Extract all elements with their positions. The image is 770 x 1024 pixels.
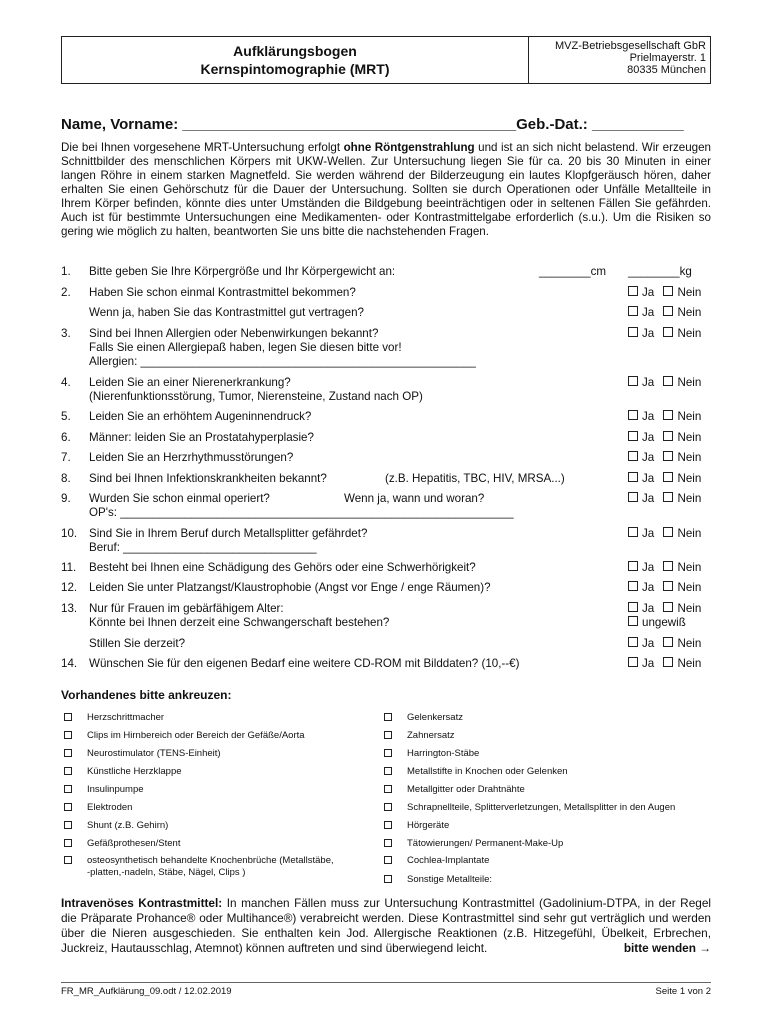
implant-label: Metallstifte in Knochen oder Gelenken	[407, 766, 568, 777]
checkbox-nein[interactable]	[663, 637, 673, 647]
implant-label: osteosynthetisch behandelte Knochenbrüche (Metallstäbe,	[87, 855, 334, 866]
checkbox-ja[interactable]	[628, 451, 638, 461]
ja-label: Ja	[642, 561, 655, 574]
ungewiss-label: ungewiß	[642, 616, 686, 629]
nein-label: Nein	[677, 581, 702, 594]
checkbox[interactable]	[384, 803, 392, 811]
checkbox[interactable]	[384, 856, 392, 864]
nein-label: Nein	[677, 306, 702, 319]
checkbox-nein[interactable]	[663, 376, 673, 386]
checkbox-nein[interactable]	[663, 451, 673, 461]
ja-label: Ja	[642, 286, 655, 299]
implant-label: Zahnersatz	[407, 730, 455, 741]
question-text: Falls Sie einen Allergiepaß haben, legen Sie diesen bitte vor!	[89, 341, 402, 354]
checkbox-ja[interactable]	[628, 561, 638, 571]
implants-section-title: Vorhandenes bitte ankreuzen:	[61, 688, 232, 702]
implant-label: Hörgeräte	[407, 820, 450, 831]
implant-label: Sonstige Metallteile:	[407, 874, 493, 885]
nein-label: Nein	[677, 602, 702, 615]
checkbox[interactable]	[384, 875, 392, 883]
nein-label: Nein	[677, 637, 702, 650]
implant-label: Tätowierungen/ Permanent-Make-Up	[407, 838, 564, 849]
ja-label: Ja	[642, 376, 655, 389]
operations-field[interactable]: OP's: _____________________________________________________________	[89, 506, 514, 519]
checkbox[interactable]	[64, 803, 72, 811]
yes-no-options	[628, 306, 701, 320]
nein-label: Nein	[677, 657, 702, 670]
intro-paragraph	[61, 141, 711, 239]
implant-label: Künstliche Herzklappe	[87, 766, 182, 777]
nein-label: Nein	[677, 286, 702, 299]
footer-page-number: Seite 1 von 2	[655, 986, 711, 997]
implant-label: Shunt (z.B. Gehirn)	[87, 820, 169, 831]
ja-label: Ja	[642, 492, 655, 505]
footer-document-id: FR_MR_Aufklärung_09.odt / 12.02.2019	[61, 986, 232, 997]
checkbox-nein[interactable]	[663, 306, 673, 316]
question-text: Nur für Frauen im gebärfähigem Alter:	[89, 602, 284, 615]
checkbox-nein[interactable]	[663, 602, 673, 612]
nein-label: Nein	[677, 410, 702, 423]
checkbox-ja[interactable]	[628, 376, 638, 386]
checkbox[interactable]	[384, 713, 392, 721]
checkbox-nein[interactable]	[663, 561, 673, 571]
checkbox[interactable]	[384, 731, 392, 739]
checkbox-ja[interactable]	[628, 602, 638, 612]
intro-bold: ohne Röntgenstrahlung	[343, 141, 475, 154]
yes-no-options	[628, 581, 701, 595]
checkbox-nein[interactable]	[663, 492, 673, 502]
yes-no-options	[628, 657, 701, 671]
contrast-text: In manchen Fällen muss zur Untersuchung Kontrastmittel (Gadolinium-DTPA, in der Regel die Präparate Prohance® oder Multihance®) verabreicht werden. Diese Kontrastmittel sind sehr gut verträglich und werden über die Nieren ausgeschieden. Sie enthalten kein Jod. Allergische Reaktionen (z.B. Hitzegefühl, Übelkeit, Erbrechen, Juckreiz, Hautausschlag, Atemnot) können auftreten und sind überwiegend leicht.	[61, 896, 712, 955]
implant-label: Clips im Hirnbereich oder Bereich der Gefäße/Aorta	[87, 730, 305, 741]
checkbox[interactable]	[64, 785, 72, 793]
yes-no-options	[628, 527, 701, 541]
implant-label: Gelenkersatz	[407, 712, 463, 723]
checkbox[interactable]	[64, 839, 72, 847]
question-number: 5.	[61, 410, 71, 423]
nein-label: Nein	[677, 431, 702, 444]
question-text: Besteht bei Ihnen eine Schädigung des Gehörs oder eine Schwerhörigkeit?	[89, 561, 476, 574]
checkbox[interactable]	[384, 767, 392, 775]
question-text: Stillen Sie derzeit?	[89, 637, 186, 650]
ja-label: Ja	[642, 581, 655, 594]
question-number: 11.	[61, 561, 77, 574]
profession-field[interactable]: Beruf: ______________________________	[89, 541, 317, 554]
question-text: Wünschen Sie für den eigenen Bedarf eine weitere CD-ROM mit Bilddaten? (10,--€)	[89, 657, 520, 670]
question-number: 6.	[61, 431, 71, 444]
yes-no-options	[628, 286, 701, 300]
contrast-paragraph	[61, 896, 711, 956]
implant-label: Metallgitter oder Drahtnähte	[407, 784, 525, 795]
allergies-field[interactable]: Allergien: ____________________________________________________	[89, 355, 476, 368]
question-text: (Nierenfunktionsstörung, Tumor, Nierensteine, Zustand nach OP)	[89, 390, 423, 403]
question-text: Wenn ja, haben Sie das Kontrastmittel gut vertragen?	[89, 306, 364, 319]
question-text: Haben Sie schon einmal Kontrastmittel bekommen?	[89, 286, 356, 299]
yes-no-options	[628, 327, 701, 341]
question-text: Leiden Sie an erhöhtem Augeninnendruck?	[89, 410, 312, 423]
nein-label: Nein	[677, 376, 702, 389]
question-text: Leiden Sie unter Platzangst/Klaustrophobie (Angst vor Enge / enge Räumen)?	[89, 581, 491, 594]
ja-label: Ja	[642, 451, 655, 464]
checkbox[interactable]	[64, 731, 72, 739]
intro-text-2: und ist an sich nicht belastend. Wir erzeugen Schnittbilder des menschlichen Körpers mit UKW-Wellen. Zur Untersuchung liegen Sie für ca. 20 bis 30 Minuten in einer langen Röhre in einem starken Magnetfeld. Sie werden während der Bilderzeugung ein lautes Klopfgeräusch hören, daher erhalten Sie einen Gehörschutz für die Dauer der Untersuchung. Sollten sie durch Operationen oder Unfälle Metallteile in Ihrem Körper befinden, könnte dies unter Umständen die Bildgebung beeinträchtigen oder in seltenen Fällen Sie gefährden. Auch ist für bestimmte Untersuchungen eine Medikamenten- oder Kontrastmittelgabe erforderlich (s.u.). Um die Risiken so gering wie möglich zu halten, beantworten Sie uns bitte die nachstehenden Fragen.	[61, 141, 711, 238]
question-number: 10.	[61, 527, 78, 540]
checkbox[interactable]	[64, 767, 72, 775]
checkbox-ja[interactable]	[628, 431, 638, 441]
ja-label: Ja	[642, 431, 655, 444]
implant-label: Schrapnellteile, Splitterverletzungen, Metallsplitter in den Augen	[407, 802, 676, 813]
ja-label: Ja	[642, 327, 655, 340]
implant-label: Gefäßprothesen/Stent	[87, 838, 181, 849]
dob-field[interactable]: Geb.-Dat.: ___________	[516, 116, 684, 133]
checkbox[interactable]	[384, 785, 392, 793]
yes-no-options	[628, 492, 701, 506]
question-text: Könnte bei Ihnen derzeit eine Schwangerschaft bestehen?	[89, 616, 390, 629]
checkbox-ja[interactable]	[628, 637, 638, 647]
checkbox-ja[interactable]	[628, 527, 638, 537]
question-number: 4.	[61, 376, 71, 389]
yes-no-options	[628, 376, 701, 390]
turn-page-note: bitte wenden →	[623, 941, 711, 955]
question-number: 14.	[61, 657, 78, 670]
question-text: Männer: leiden Sie an Prostatahyperplasie?	[89, 431, 314, 444]
question-text: Sind bei Ihnen Infektionskrankheiten bekannt?	[89, 472, 327, 485]
checkbox[interactable]	[64, 713, 72, 721]
checkbox[interactable]	[384, 839, 392, 847]
form-title-line1: Aufklärungsbogen	[233, 43, 357, 59]
yes-no-options	[628, 637, 701, 651]
nein-label: Nein	[677, 472, 702, 485]
checkbox-ja[interactable]	[628, 492, 638, 502]
checkbox-nein[interactable]	[663, 527, 673, 537]
question-number: 12.	[61, 581, 78, 594]
checkbox-nein[interactable]	[663, 286, 673, 296]
question-text: Wurden Sie schon einmal operiert?	[89, 492, 270, 505]
intro-text-1: Die bei Ihnen vorgesehene MRT-Untersuchung erfolgt	[61, 141, 344, 154]
implant-label: Elektroden	[87, 802, 133, 813]
question-number: 2.	[61, 286, 71, 299]
checkbox[interactable]	[384, 821, 392, 829]
yes-no-options	[628, 602, 701, 616]
implant-label: Harrington-Stäbe	[407, 748, 480, 759]
checkbox-nein[interactable]	[663, 431, 673, 441]
form-title	[62, 37, 528, 83]
checkbox-ja[interactable]	[628, 657, 638, 667]
header-box	[61, 36, 711, 84]
ja-label: Ja	[642, 657, 655, 670]
ja-label: Ja	[642, 472, 655, 485]
yes-no-options	[628, 561, 701, 575]
ja-label: Ja	[642, 637, 655, 650]
nein-label: Nein	[677, 327, 702, 340]
checkbox-ja[interactable]	[628, 306, 638, 316]
question-text: Leiden Sie an einer Nierenerkrankung?	[89, 376, 291, 389]
footer-divider	[61, 982, 711, 983]
checkbox-ja[interactable]	[628, 410, 638, 420]
implant-label: Insulinpumpe	[87, 784, 144, 795]
clinic-city: 80335 München	[627, 64, 706, 76]
question-number: 7.	[61, 451, 71, 464]
nein-label: Nein	[677, 527, 702, 540]
question-text: Bitte geben Sie Ihre Körpergröße und Ihr Körpergewicht an:	[89, 265, 396, 278]
ja-label: Ja	[642, 527, 655, 540]
question-text: Sind bei Ihnen Allergien oder Nebenwirkungen bekannt?	[89, 327, 379, 340]
ja-label: Ja	[642, 306, 655, 319]
ja-label: Ja	[642, 602, 655, 615]
implant-label: Cochlea-Implantate	[407, 855, 490, 866]
form-title-line2: Kernspintomographie (MRT)	[200, 61, 390, 77]
question-text: Sind Sie in Ihrem Beruf durch Metallsplitter gefährdet?	[89, 527, 368, 540]
checkbox-nein[interactable]	[663, 657, 673, 667]
height-field[interactable]: ________cm	[539, 265, 607, 278]
nein-label: Nein	[677, 492, 702, 505]
name-dob-line	[61, 116, 721, 133]
implant-label: Herzschrittmacher	[87, 712, 165, 723]
clinic-street: Prielmayerstr. 1	[629, 52, 706, 64]
uncertain-option	[628, 616, 686, 630]
ja-label: Ja	[642, 410, 655, 423]
question-number: 8.	[61, 472, 71, 485]
checkbox[interactable]	[64, 856, 72, 864]
yes-no-options	[628, 451, 701, 465]
checkbox-ja[interactable]	[628, 472, 638, 482]
checkbox-ungewiss[interactable]	[628, 616, 638, 626]
clinic-name: MVZ-Betriebsgesellschaft GbR	[555, 40, 706, 52]
implant-label: -platten,-nadeln, Stäbe, Nägel, Clips )	[87, 867, 246, 878]
name-field[interactable]: Name, Vorname: ________________________________________	[61, 116, 517, 133]
nein-label: Nein	[677, 451, 702, 464]
nein-label: Nein	[677, 561, 702, 574]
implant-label: Neurostimulator (TENS-Einheit)	[87, 748, 221, 759]
checkbox[interactable]	[384, 749, 392, 757]
question-number: 9.	[61, 492, 71, 505]
yes-no-options	[628, 472, 701, 486]
weight-field[interactable]: ________kg	[628, 265, 692, 278]
contrast-heading: Intravenöses Kontrastmittel:	[61, 896, 223, 910]
question-text: Leiden Sie an Herzrhythmusstörungen?	[89, 451, 294, 464]
question-example: (z.B. Hepatitis, TBC, HIV, MRSA...)	[385, 472, 565, 485]
yes-no-options	[628, 431, 701, 445]
checkbox-nein[interactable]	[663, 472, 673, 482]
checkbox-ja[interactable]	[628, 286, 638, 296]
checkbox[interactable]	[64, 749, 72, 757]
checkbox-ja[interactable]	[628, 581, 638, 591]
checkbox-nein[interactable]	[663, 581, 673, 591]
clinic-address	[528, 37, 710, 83]
question-followup: Wenn ja, wann und woran?	[344, 492, 485, 505]
question-number: 13.	[61, 602, 78, 615]
checkbox-nein[interactable]	[663, 327, 673, 337]
yes-no-options	[628, 410, 701, 424]
question-number: 3.	[61, 327, 71, 340]
checkbox-ja[interactable]	[628, 327, 638, 337]
checkbox-nein[interactable]	[663, 410, 673, 420]
checkbox[interactable]	[64, 821, 72, 829]
question-number: 1.	[61, 265, 71, 278]
